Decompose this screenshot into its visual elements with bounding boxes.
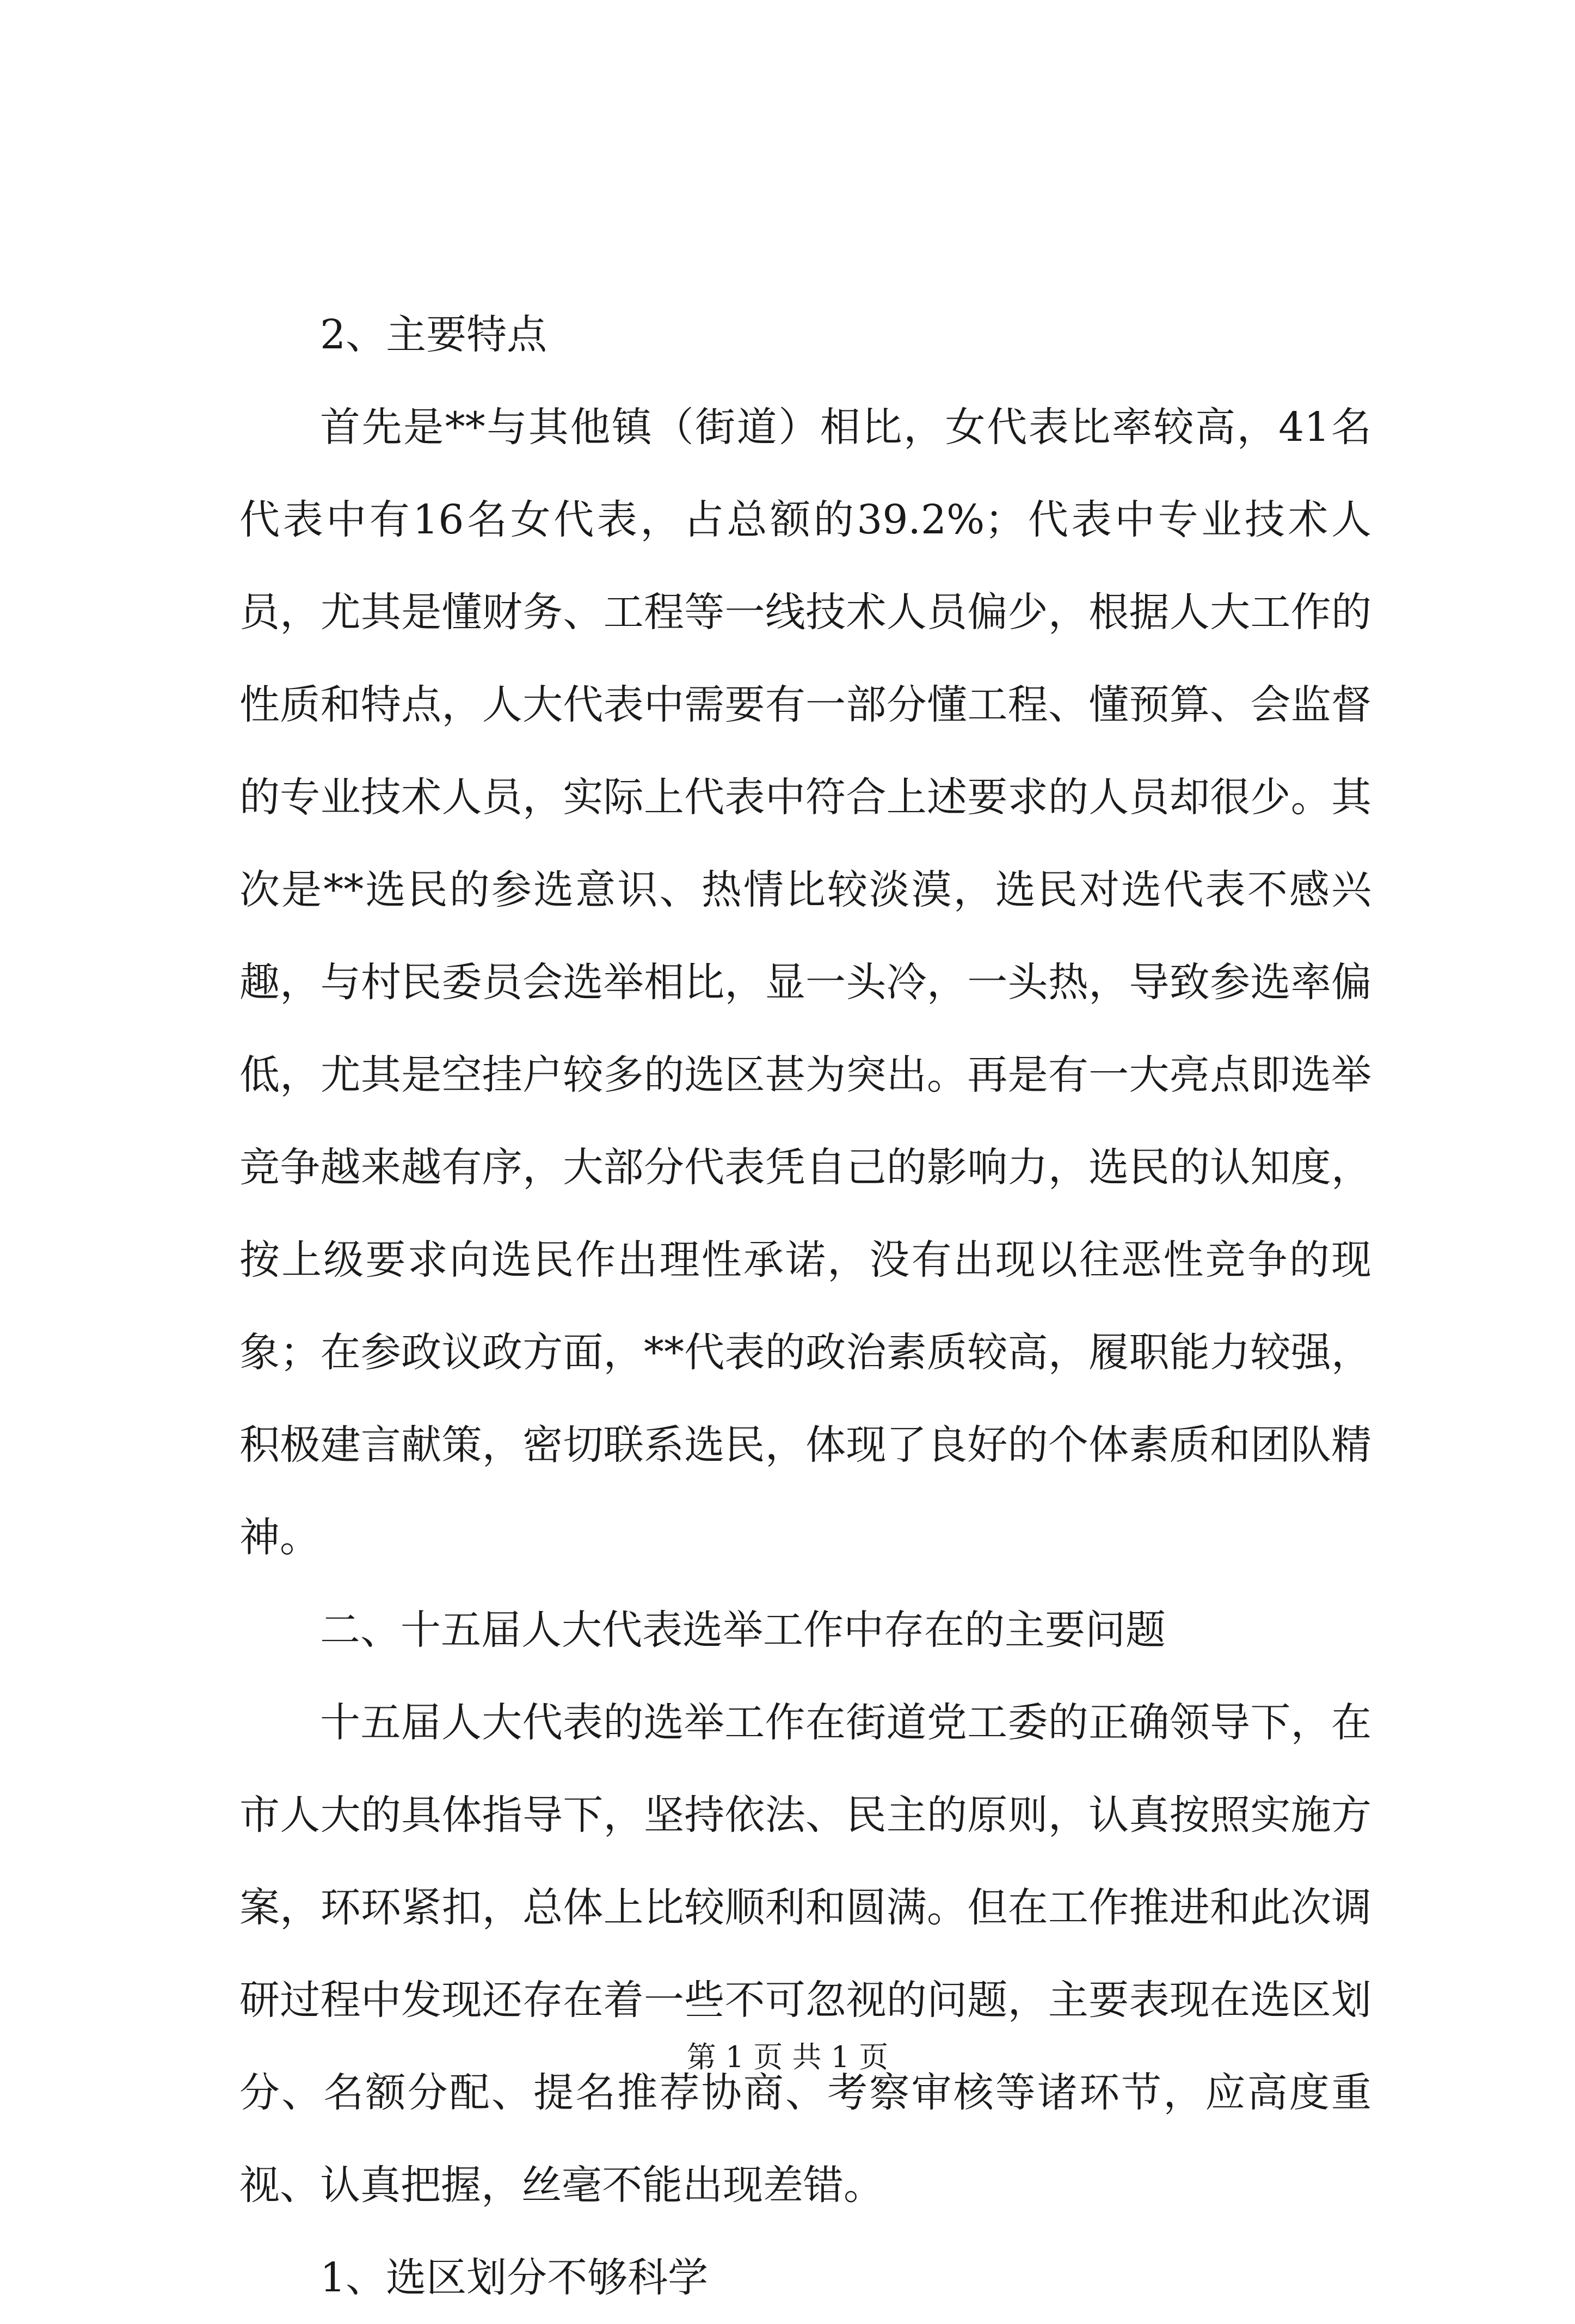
section-heading-district-division: 1、选区划分不够科学 bbox=[320, 2254, 709, 2301]
document-body bbox=[239, 288, 1371, 2324]
paragraph-features-detail: 首先是**与其他镇（街道）相比，女代表比率较高，41名代表中有16名女代表，占总额的39.2%；代表中专业技术人员，尤其是懂财务、工程等一线技术人员偏少，根据人大工作的性质和特点，人大代表中需要有一部分懂工程、懂预算、会监督的专业技术人员，实际上代表中符合上述要求的人员却很少。其次是**选民的参选意识、热情比较淡漠，选民对选代表不感兴趣，与村民委员会选举相比，显一头冷，一头热，导致参选率偏低，尤其是空挂户较多的选区甚为突出。再是有一大亮点即选举竞争越来越有序，大部分代表凭自己的影响力，选民的认知度，按上级要求向选民作出理性承诺，没有出现以往恶性竞争的现象；在参政议政方面，**代表的政治素质较高，履职能力较强，积极建言献策，密切联系选民，体现了良好的个体素质和团队精神。 bbox=[239, 404, 1371, 1561]
section-heading-main-features: 2、主要特点 bbox=[320, 311, 547, 358]
page-number-footer: 第 1 页 共 1 页 bbox=[686, 2040, 889, 2074]
section-heading-main-problems: 二、十五届人大代表选举工作中存在的主要问题 bbox=[320, 1607, 1166, 1653]
paragraph-problems-overview: 十五届人大代表的选举工作在街道党工委的正确领导下，在市人大的具体指导下，坚持依法、民主的原则，认真按照实施方案，环环紧扣，总体上比较顺利和圆满。但在工作推进和此次调研过程中发现还存在着一些不可忽视的问题，主要表现在选区划分、名额分配、提名推荐协商、考察审核等诸环节，应高度重视、认真把握，丝毫不能出现差错。 bbox=[239, 1699, 1371, 2209]
